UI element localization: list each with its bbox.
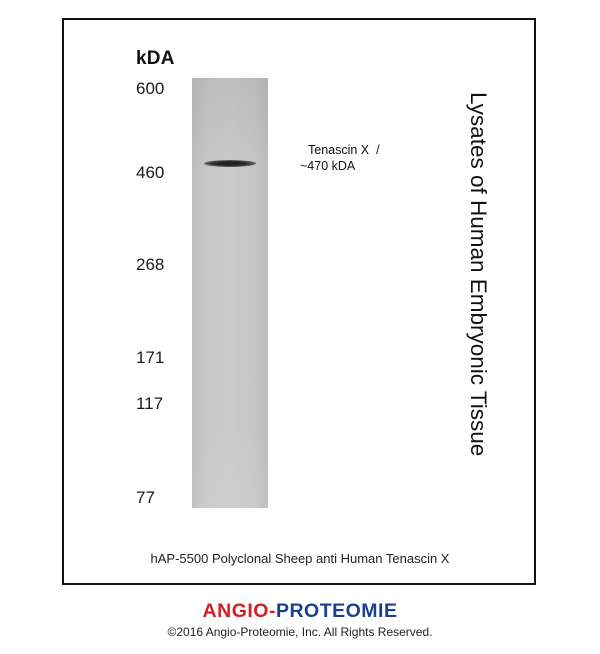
marker-171: 171	[136, 348, 165, 367]
unit-label: kDA	[136, 48, 175, 69]
band-label-size: ~470 kDA	[300, 159, 356, 173]
copyright-text: ©2016 Angio-Proteomie, Inc. All Rights Reserved.	[167, 625, 433, 639]
marker-77: 77	[136, 488, 155, 507]
band-label-protein: Tenascin X /	[308, 143, 380, 157]
marker-117: 117	[136, 394, 164, 413]
band-label	[300, 142, 380, 174]
side-title-container	[464, 92, 492, 496]
side-title: Lysates of Human Embryonic Tissue	[466, 92, 491, 457]
brand-logo-part2: PROTEOMIE	[275, 600, 398, 622]
brand-logo-part1: ANGIO-	[202, 600, 276, 622]
marker-460: 460	[136, 163, 165, 182]
marker-600: 600	[136, 79, 165, 98]
marker-268: 268	[136, 255, 165, 274]
antibody-caption: hAP-5500 Polyclonal Sheep anti Human Tenascin X	[150, 551, 450, 566]
gel-lane	[192, 78, 268, 508]
protein-band	[204, 160, 256, 167]
gel-lane-shading	[192, 78, 268, 508]
brand-logo	[0, 600, 600, 623]
